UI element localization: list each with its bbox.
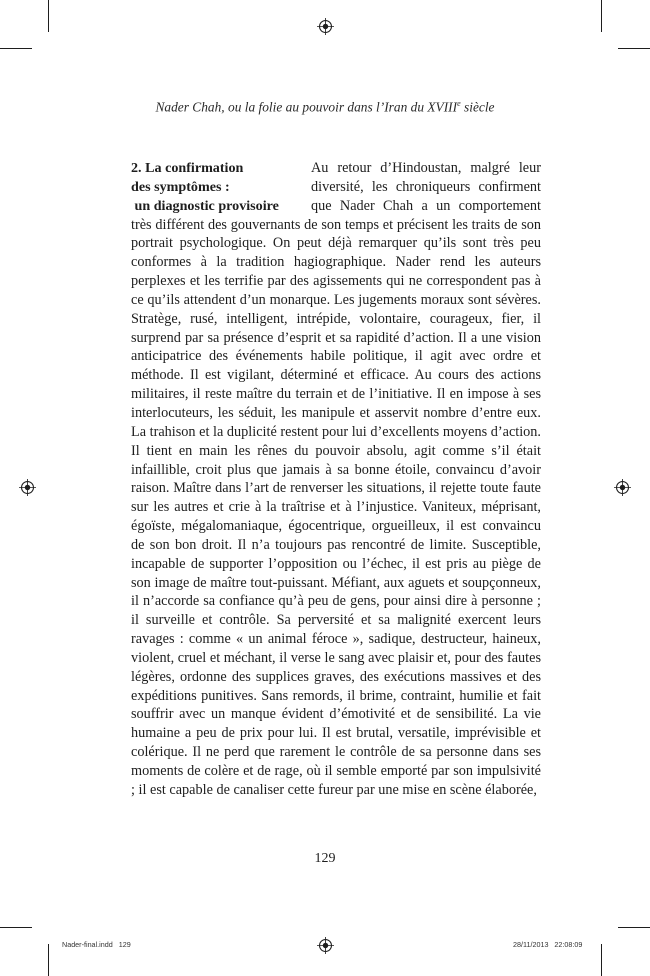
header-suffix: siècle — [460, 99, 495, 115]
section-heading — [131, 159, 299, 216]
registration-mark-left-icon — [19, 479, 36, 496]
crop-mark-top-right-h — [618, 48, 650, 49]
crop-mark-bottom-right-v — [601, 944, 602, 976]
crop-mark-top-left-h — [0, 48, 32, 49]
slug-filename: Nader-final.indd 129 — [62, 940, 131, 949]
section-heading-line-1: 2. La confirmation — [131, 160, 244, 176]
crop-mark-bottom-left-h — [0, 927, 32, 928]
registration-mark-right-icon — [614, 479, 631, 496]
section-heading-line-3: un diagnostic provisoire — [131, 197, 279, 214]
header-superscript: e — [457, 99, 461, 108]
running-header — [0, 99, 650, 115]
body-text — [131, 159, 541, 800]
slug-datetime: 28/11/2013 22:08:09 — [513, 940, 583, 949]
page-number: 129 — [314, 851, 336, 866]
registration-mark-bottom-icon — [317, 937, 334, 954]
header-title: Nader Chah, ou la folie au pouvoir dans l’Iran du XVIII — [155, 99, 458, 115]
crop-mark-top-left-v — [48, 0, 49, 32]
section-heading-line-2: des symptômes : — [131, 178, 230, 195]
registration-mark-top-icon — [317, 18, 334, 35]
crop-mark-top-right-v — [601, 0, 602, 32]
body-paragraph: Au retour d’Hindoustan, malgré leur diversité, les chroniqueurs confirment que Nader Chah a un comportement très différent des gouvernants de son temps et précisent les traits de son portrait psychologique. On peut déjà remarquer qu’ils sont très peu conformes à la tradition hagiographique. Nader rend les auteurs perplexes et les terrifie par des agissements qui ne correspondent pas à ce qu’ils attendent d’un monarque. Les jugements moraux sont sévères. Stratège, rusé, intelligent, intrépide, volontaire, courageux, fier, il surprend par sa présence d’esprit et sa rapidité d’action. Il a une vision anticipatrice des événements habile politique, il agit avec ordre et méthode. Il est vigilant, déterminé et efficace. Au cours des actions militaires, il reste maître du terrain et de l’initiative. Il en impose à ses interlocuteurs, les séduit, les manipule et asservit nombre d’entre eux. La trahison et la duplicité restent pour lui d’excellents moyens d’action. Il tient en main les rênes du pouvoir absolu, agit comme s’il était infaillible, croit plus que jamais à sa bonne étoile, convaincu d’avoir raison. Maître dans l’art de renverser les situations, il rejette toute faute sur les autres et crie à la traîtrise et à l’injustice. Vaniteux, méprisant, égoïste, mégalomaniaque, égocentrique, orgueilleux, il est convaincu de son bon droit. Il n’a toujours pas rencontré de limite. Susceptible, incapable de supporter l’opposition ou l’échec, il est pris au piège de son image de maître tout-puissant. Méfiant, aux aguets et soupçonneux, il n’accorde sa confiance qu’à peu de gens, pour ainsi dire à personne ; il surveille et contrôle. Sa perversité et sa malignité exercent leurs ravages : comme « un animal féroce », sadique, destructeur, haineux, violent, cruel et méchant, il verse le sang avec plaisir et, pour des fautes légères, ordonne des supplices graves, des exécutions massives et des expéditions punitives. Sans remords, il brime, contraint, humilie et fait souffrir avec un manque évident d’émotivité et de sensibilité. La vie humaine a peu de prix pour lui. Il est brutal, versatile, imprévisible et colérique. Il ne perd que rarement le contrôle de sa personne dans ses moments de colère et de rage, où il semble emporté par son impulsivité ; il est capable de canaliser cette fureur par une mise en scène élaborée, — [131, 160, 541, 798]
crop-mark-bottom-right-h — [618, 927, 650, 928]
crop-mark-bottom-left-v — [48, 944, 49, 976]
